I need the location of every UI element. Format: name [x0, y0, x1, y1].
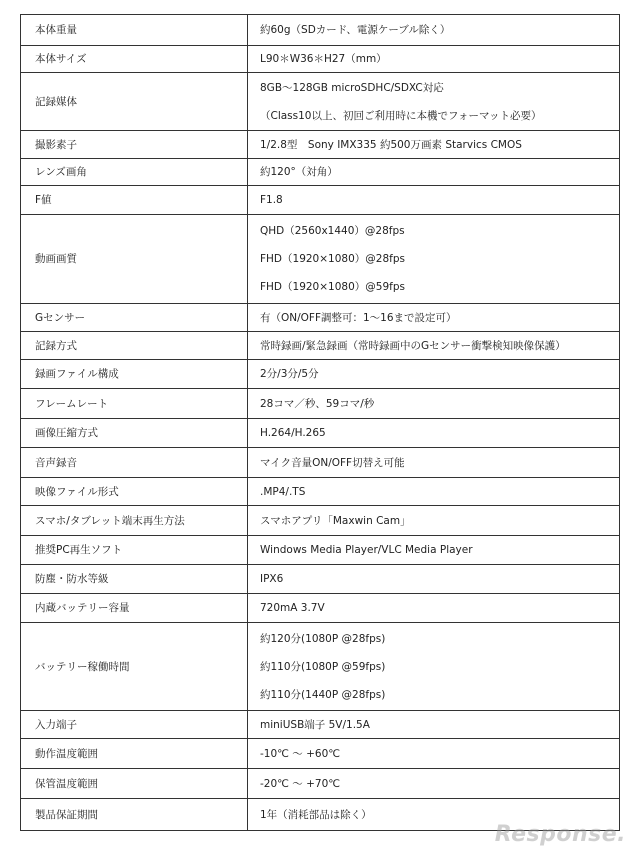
spec-value: 約60g（SDカード、電源ケーブル除く）	[260, 24, 451, 36]
spec-value-cell	[248, 215, 620, 304]
spec-row	[21, 448, 620, 478]
spec-row	[21, 304, 620, 332]
spec-value-cell	[248, 565, 620, 594]
spec-label: 撮影素子	[21, 131, 248, 159]
spec-value: H.264/H.265	[260, 427, 326, 439]
spec-value: 1/2.8型 Sony IMX335 約500万画素 Starvics CMOS	[260, 138, 522, 151]
spec-value-cell	[248, 594, 620, 623]
spec-value-cell	[248, 389, 620, 419]
spec-value-cell	[248, 46, 620, 73]
spec-label: 記録媒体	[21, 73, 248, 131]
response-watermark-logo: Response.	[494, 822, 626, 847]
spec-value: 1年（消耗部品は除く）	[260, 808, 372, 821]
spec-value: 約120°（対角）	[260, 166, 338, 178]
spec-label: 音声録音	[21, 448, 248, 478]
spec-label: 画像圧縮方式	[21, 419, 248, 448]
spec-value: Windows Media Player/VLC Media Player	[260, 544, 473, 556]
spec-label: 保管温度範囲	[21, 769, 248, 799]
spec-row	[21, 215, 620, 304]
spec-value: FHD（1920×1080）@28fps	[260, 253, 405, 265]
spec-value: 有（ON/OFF調整可：1〜16まで設定可）	[260, 311, 457, 324]
spec-label: Gセンサー	[21, 304, 248, 332]
spec-row	[21, 186, 620, 215]
spec-label: 防塵・防水等級	[21, 565, 248, 594]
spec-value: FHD（1920×1080）@59fps	[260, 281, 405, 293]
spec-row	[21, 594, 620, 623]
spec-row	[21, 506, 620, 536]
spec-row	[21, 419, 620, 448]
spec-value-cell	[248, 159, 620, 186]
spec-value: L90＊W36＊H27（mm）	[260, 53, 387, 65]
spec-value: 約120分(1080P @28fps)	[260, 632, 386, 645]
spec-value-cell	[248, 15, 620, 46]
spec-value: IPX6	[260, 573, 284, 585]
spec-row	[21, 389, 620, 419]
spec-label: バッテリー稼働時間	[21, 623, 248, 711]
spec-label: 製品保証期間	[21, 799, 248, 831]
spec-value: 約110分(1440P @28fps)	[260, 688, 386, 701]
spec-label: レンズ画角	[21, 159, 248, 186]
spec-label: 動作温度範囲	[21, 739, 248, 769]
spec-value: （Class10以上、初回ご利用時に本機でフォーマット必要）	[260, 109, 542, 122]
spec-value-cell	[248, 73, 620, 131]
spec-value: miniUSB端子 5V/1.5A	[260, 718, 370, 731]
spec-value: 720mA 3.7V	[260, 602, 325, 614]
spec-label: 動画画質	[21, 215, 248, 304]
spec-label: 入力端子	[21, 711, 248, 739]
spec-value-cell	[248, 186, 620, 215]
spec-value-cell	[248, 739, 620, 769]
spec-value: 2分/3分/5分	[260, 368, 319, 380]
spec-label: 本体重量	[21, 15, 248, 46]
spec-label: 内蔵バッテリー容量	[21, 594, 248, 623]
spec-value: 8GB〜128GB microSDHC/SDXC対応	[260, 81, 444, 94]
spec-value-cell	[248, 419, 620, 448]
spec-value-cell	[248, 623, 620, 711]
spec-value-cell	[248, 506, 620, 536]
spec-label: 記録方式	[21, 332, 248, 360]
spec-value: -10℃ 〜 +60℃	[260, 747, 341, 760]
spec-value: マイク音量ON/OFF切替え可能	[260, 456, 405, 469]
spec-row	[21, 769, 620, 799]
spec-row	[21, 536, 620, 565]
spec-row	[21, 15, 620, 46]
spec-row	[21, 159, 620, 186]
spec-value-cell	[248, 769, 620, 799]
spec-row	[21, 73, 620, 131]
spec-value-cell	[248, 131, 620, 159]
spec-value: 約110分(1080P @59fps)	[260, 660, 386, 673]
spec-table	[20, 14, 620, 831]
spec-label: フレームレート	[21, 389, 248, 419]
spec-value-cell	[248, 360, 620, 389]
spec-value-cell	[248, 536, 620, 565]
spec-row	[21, 478, 620, 506]
spec-value-cell	[248, 332, 620, 360]
spec-row	[21, 332, 620, 360]
spec-label: 推奨PC再生ソフト	[21, 536, 248, 565]
spec-row	[21, 711, 620, 739]
spec-value: F1.8	[260, 194, 283, 206]
spec-row	[21, 623, 620, 711]
spec-label: スマホ/タブレット端末再生方法	[21, 506, 248, 536]
spec-value: -20℃ 〜 +70℃	[260, 777, 341, 790]
spec-row	[21, 360, 620, 389]
spec-value: 28コマ／秒、59コマ/秒	[260, 397, 375, 410]
spec-value: .MP4/.TS	[260, 485, 306, 498]
spec-row	[21, 565, 620, 594]
spec-value-cell	[248, 711, 620, 739]
spec-value: QHD（2560x1440）@28fps	[260, 225, 405, 237]
spec-value: 常時録画/緊急録画（常時録画中のGセンサー衝撃検知映像保護）	[260, 339, 566, 352]
spec-value-cell	[248, 448, 620, 478]
spec-value-cell	[248, 478, 620, 506]
spec-label: 本体サイズ	[21, 46, 248, 73]
spec-label: 録画ファイル構成	[21, 360, 248, 389]
spec-label: 映像ファイル形式	[21, 478, 248, 506]
spec-table-body	[21, 15, 620, 831]
spec-value-cell	[248, 304, 620, 332]
spec-row	[21, 739, 620, 769]
spec-label: F値	[21, 186, 248, 215]
spec-row	[21, 46, 620, 73]
spec-row	[21, 131, 620, 159]
spec-value: スマホアプリ「Maxwin Cam」	[260, 514, 411, 527]
